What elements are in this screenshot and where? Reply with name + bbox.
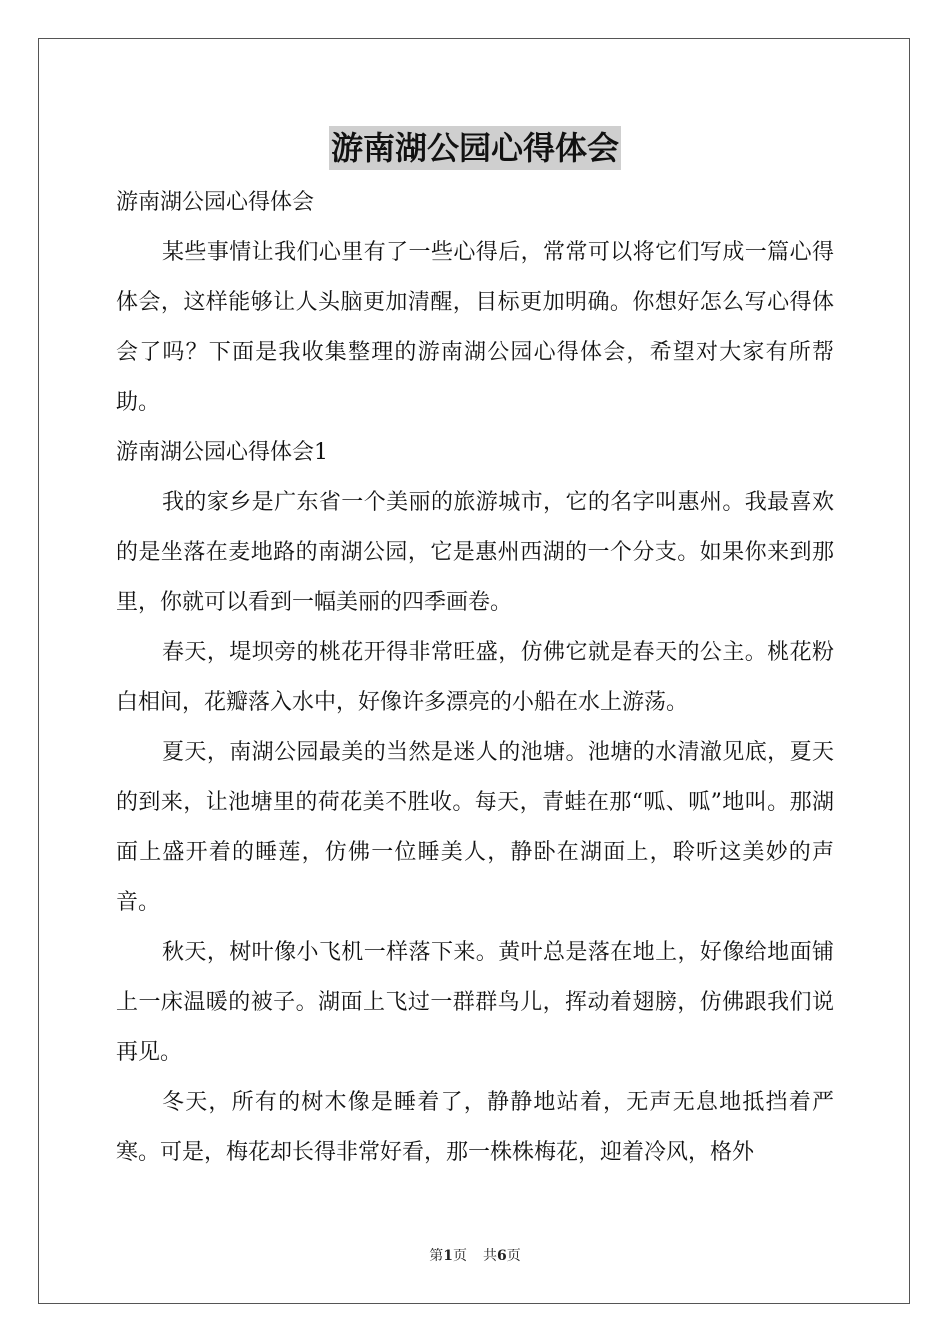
document-subtitle: 游南湖公园心得体会 [116, 190, 315, 215]
body-paragraph-5: 冬天，所有的树木像是睡着了，静静地站着，无声无息地抵挡着严寒。可是，梅花却长得非常好看，那一株株梅花，迎着冷风，格外 [116, 1090, 834, 1165]
body-paragraph-2: 春天，堤坝旁的桃花开得非常旺盛，仿佛它就是春天的公主。桃花粉白相间，花瓣落入水中，好像许多漂亮的小船在水上游荡。 [116, 640, 834, 715]
page-number: 1 [443, 1248, 453, 1264]
total-pages: 6 [497, 1248, 507, 1264]
body-paragraph-4: 秋天，树叶像小飞机一样落下来。黄叶总是落在地上，好像给地面铺上一床温暖的被子。湖面上飞过一群群鸟儿，挥动着翅膀，仿佛跟我们说再见。 [116, 940, 834, 1065]
total-prefix: 共 [483, 1248, 497, 1264]
body-paragraph-1: 我的家乡是广东省一个美丽的旅游城市，它的名字叫惠州。我最喜欢的是坐落在麦地路的南湖公园，它是惠州西湖的一个分支。如果你来到那里，你就可以看到一幅美丽的四季画卷。 [116, 490, 834, 615]
page-suffix: 页 [453, 1248, 467, 1264]
body-paragraph-3: 夏天，南湖公园最美的当然是迷人的池塘。池塘的水清澈见底，夏天的到来，让池塘里的荷花美不胜收。每天，青蛙在那“呱、呱”地叫。那湖面上盛开着的睡莲，仿佛一位睡美人，静卧在湖面上，聆听这美妙的声音。 [116, 740, 834, 915]
page-prefix: 第 [429, 1248, 444, 1264]
section-heading: 游南湖公园心得体会1 [116, 440, 328, 465]
document-body [116, 178, 834, 1178]
total-suffix: 页 [506, 1248, 521, 1264]
document-title: 游南湖公园心得体会 [329, 126, 621, 170]
page-footer [0, 1246, 950, 1266]
intro-paragraph: 某些事情让我们心里有了一些心得后，常常可以将它们写成一篇心得体会，这样能够让人头脑更加清醒，目标更加明确。你想好怎么写心得体会了吗？下面是我收集整理的游南湖公园心得体会，希望对大家有所帮助。 [116, 240, 834, 415]
title-container [0, 126, 950, 170]
